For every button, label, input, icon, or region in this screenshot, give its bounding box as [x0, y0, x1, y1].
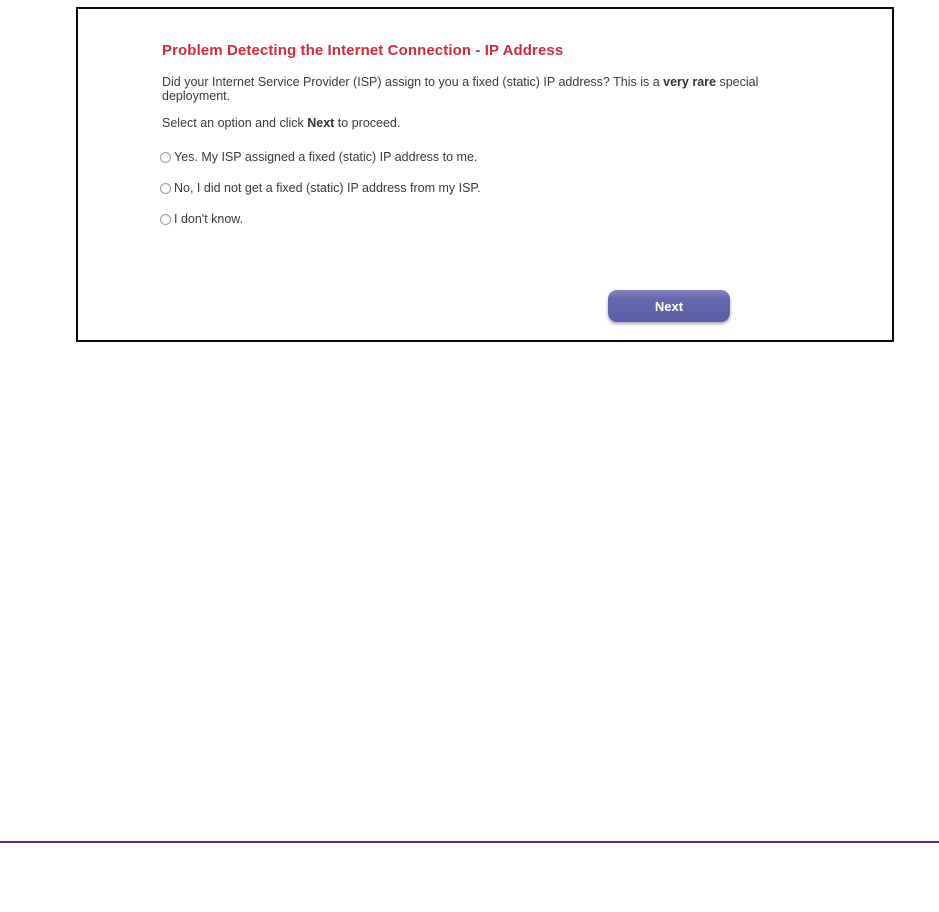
radio-option-yes-static-ip[interactable] [160, 150, 800, 164]
bottom-divider-line [0, 841, 939, 843]
instruction-text-bold: Next [307, 116, 335, 130]
radio-option-group [160, 150, 800, 243]
intro-text-after: special deployment. [162, 75, 759, 103]
radio-button-icon[interactable] [160, 152, 171, 163]
next-button[interactable]: Next [608, 290, 730, 322]
radio-option-no-static-ip[interactable] [160, 181, 800, 195]
radio-button-icon[interactable] [160, 183, 171, 194]
instruction-paragraph [162, 116, 400, 130]
wizard-panel [76, 7, 894, 342]
radio-option-dont-know[interactable] [160, 212, 800, 226]
instruction-text-after: to proceed. [334, 116, 401, 130]
intro-paragraph [162, 75, 782, 103]
instruction-text-before: Select an option and click [162, 116, 308, 130]
intro-text-before: Did your Internet Service Provider (ISP) assign to you a fixed (static) IP address? This is a [162, 75, 664, 89]
radio-option-label[interactable]: No, I did not get a fixed (static) IP address from my ISP. [174, 181, 481, 195]
radio-option-label[interactable]: I don't know. [174, 212, 244, 226]
radio-option-label[interactable]: Yes. My ISP assigned a fixed (static) IP address to me. [174, 150, 478, 164]
intro-text-bold: very rare [663, 75, 716, 89]
page-title: Problem Detecting the Internet Connection - IP Address [162, 42, 564, 59]
radio-button-icon[interactable] [160, 214, 171, 225]
